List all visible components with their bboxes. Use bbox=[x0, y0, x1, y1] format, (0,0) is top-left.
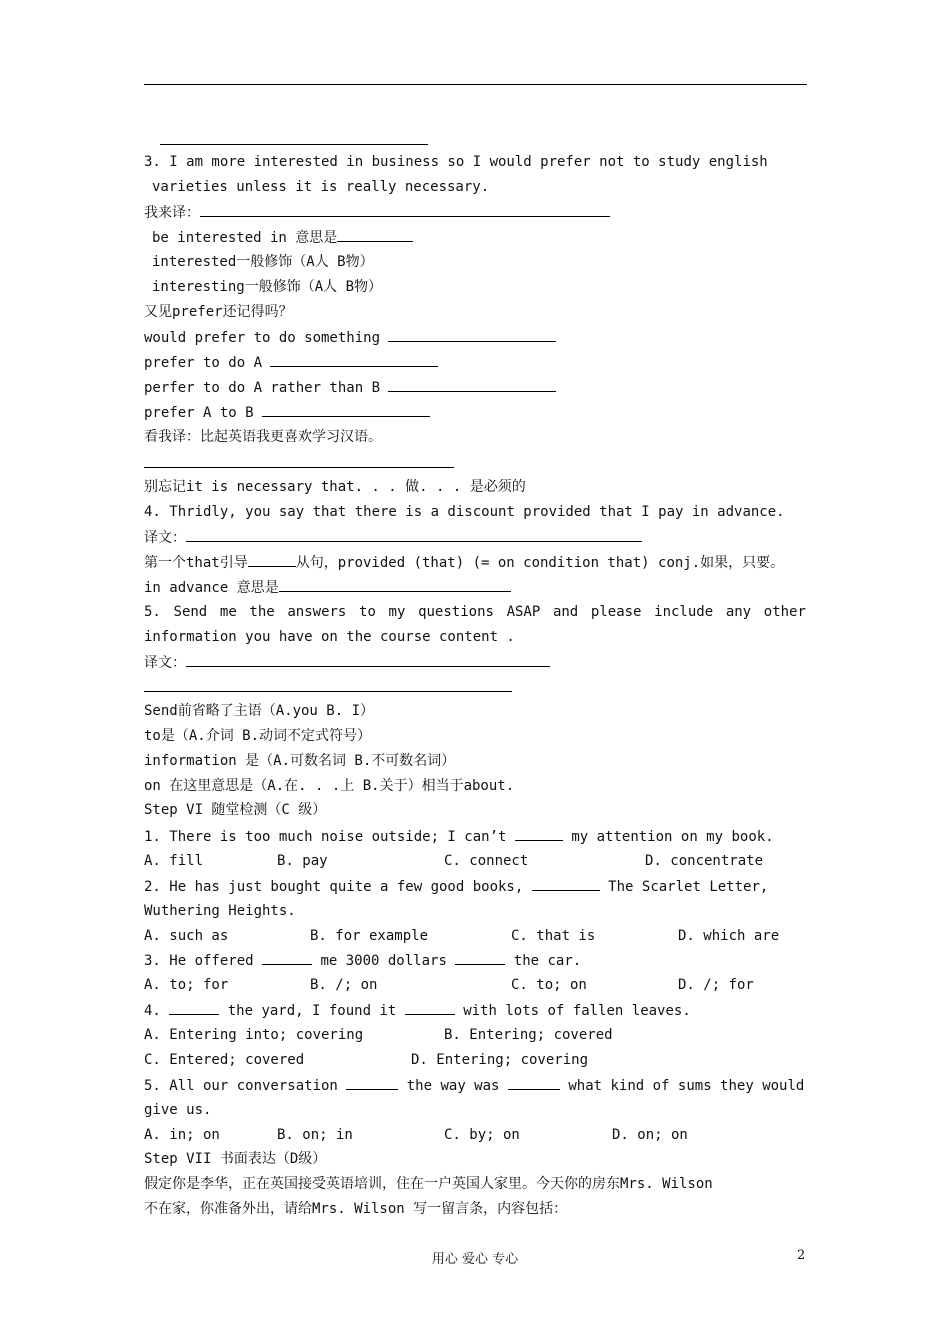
s6-q4-blank-1[interactable] bbox=[169, 1000, 219, 1015]
prefer-to-do-row bbox=[144, 352, 438, 372]
q5-word: answers bbox=[287, 604, 347, 620]
q3-line1: 3. I am more interested in business so I would prefer not to study english bbox=[144, 154, 768, 170]
s6-q4-opt-c[interactable]: C. Entered; covered bbox=[144, 1052, 305, 1068]
prefer-recall: 又见prefer还记得吗？ bbox=[144, 304, 293, 320]
s6-q3-opt-a[interactable]: A. to; for bbox=[144, 977, 229, 993]
in-advance-blank[interactable] bbox=[279, 577, 511, 592]
s6-q2-opt-a[interactable]: A. such as bbox=[144, 928, 229, 944]
q5-word: and bbox=[552, 604, 579, 620]
interesting-usage: interesting一般修饰（A人 B物） bbox=[152, 279, 383, 295]
answer-blank-line bbox=[160, 144, 428, 145]
s6-q5-c: what kind of sums they would bbox=[568, 1078, 805, 1094]
footer-motto: 用心 爱心 专心 bbox=[431, 1252, 519, 1267]
s6-q5-a: 5. All our conversation bbox=[144, 1078, 338, 1094]
s6-q1-blank[interactable] bbox=[515, 826, 563, 841]
step7-line1: 假定你是李华，正在英国接受英语培训，住在一户英国人家里。今天你的房东Mrs. Wilson bbox=[144, 1176, 713, 1192]
q5-word: questions bbox=[418, 604, 494, 620]
s6-q3-opt-d[interactable]: D. /; for bbox=[678, 977, 754, 993]
prefer-rather-text: perfer to do A rather than B bbox=[144, 380, 381, 396]
s6-q4-blank-2[interactable] bbox=[405, 1000, 455, 1015]
s6-q1 bbox=[144, 826, 774, 846]
s6-q5-opt-d[interactable]: D. on; on bbox=[612, 1127, 688, 1143]
prefer-to-do-blank[interactable] bbox=[270, 352, 438, 367]
q4-translate-blank[interactable] bbox=[186, 527, 642, 542]
s6-q5-opt-c[interactable]: C. by; on bbox=[444, 1127, 520, 1143]
q5-word: Send bbox=[173, 604, 208, 620]
prefer-rather-row bbox=[144, 377, 556, 397]
dont-forget: 别忘记it is necessary that. . . 做. . . 是必须的 bbox=[144, 479, 526, 495]
be-interested-blank[interactable] bbox=[337, 227, 413, 242]
be-interested-text: be interested in 意思是 bbox=[152, 230, 338, 246]
q5-translate-label: 译文： bbox=[144, 655, 186, 671]
q3-translate-row bbox=[144, 202, 610, 222]
s6-q2-cont: Wuthering Heights. bbox=[144, 903, 296, 919]
in-advance-row bbox=[144, 577, 511, 597]
s6-q4-c: with lots of fallen leaves. bbox=[463, 1003, 691, 1019]
s6-q2-opt-b[interactable]: B. for example bbox=[310, 928, 429, 944]
s6-q4-opt-b[interactable]: B. Entering; covered bbox=[444, 1027, 613, 1043]
header-rule bbox=[144, 84, 807, 85]
q4-translate-label: 译文： bbox=[144, 530, 186, 546]
s6-q3 bbox=[144, 950, 581, 970]
s6-q3-b: me 3000 dollars bbox=[320, 953, 447, 969]
q5-translate-blank-2[interactable] bbox=[144, 691, 512, 692]
q5-word: 5. bbox=[144, 604, 161, 620]
s6-q3-opt-b[interactable]: B. /; on bbox=[310, 977, 378, 993]
see-translate-blank[interactable] bbox=[144, 467, 454, 468]
would-prefer-text: would prefer to do something bbox=[144, 330, 381, 346]
to-is: to是（A.介词 B.动词不定式符号） bbox=[144, 728, 372, 744]
s6-q1-opt-b[interactable]: B. pay bbox=[277, 853, 328, 869]
q5-word: include bbox=[654, 604, 714, 620]
q4-note1-a: 第一个that引导 bbox=[144, 555, 248, 571]
q5-word: please bbox=[590, 604, 642, 620]
prefer-a-to-b-row bbox=[144, 402, 430, 422]
s6-q5-opt-a[interactable]: A. in; on bbox=[144, 1127, 220, 1143]
prefer-to-do-text: prefer to do A bbox=[144, 355, 263, 371]
would-prefer-blank[interactable] bbox=[388, 327, 556, 342]
q5-word: me bbox=[219, 604, 237, 620]
send-subject: Send前省略了主语（A.you B. I） bbox=[144, 703, 375, 719]
s6-q3-a: 3. He offered bbox=[144, 953, 254, 969]
q5-word: any bbox=[725, 604, 752, 620]
s6-q4-opt-d[interactable]: D. Entering; covering bbox=[411, 1052, 589, 1068]
s6-q3-blank-2[interactable] bbox=[455, 950, 505, 965]
q5-translate-blank[interactable] bbox=[186, 652, 550, 667]
s6-q5-blank-2[interactable] bbox=[508, 1075, 560, 1090]
q5-word: other bbox=[763, 604, 806, 620]
s6-q2-b: The Scarlet Letter, bbox=[608, 879, 769, 895]
page-number: 2 bbox=[797, 1248, 806, 1263]
q5-translate-row bbox=[144, 652, 550, 672]
s6-q2-opt-c[interactable]: C. that is bbox=[511, 928, 596, 944]
s6-q5-cont: give us. bbox=[144, 1102, 212, 1118]
q4-translate-row bbox=[144, 527, 642, 547]
q4-line1: 4. Thridly, you say that there is a discount provided that I pay in advance. bbox=[144, 504, 785, 520]
s6-q1-opt-a[interactable]: A. fill bbox=[144, 853, 204, 869]
prefer-a-to-b-text: prefer A to B bbox=[144, 405, 254, 421]
s6-q3-opt-c[interactable]: C. to; on bbox=[511, 977, 587, 993]
s6-q3-blank-1[interactable] bbox=[262, 950, 312, 965]
s6-q2-blank[interactable] bbox=[532, 876, 600, 891]
on-means: on 在这里意思是（A.在. . .上 B.关于）相当于about. bbox=[144, 778, 515, 794]
s6-q4-opt-a[interactable]: A. Entering into; covering bbox=[144, 1027, 364, 1043]
q3-translate-blank[interactable] bbox=[200, 202, 610, 217]
s6-q2-a: 2. He has just bought quite a few good books, bbox=[144, 879, 524, 895]
prefer-rather-blank[interactable] bbox=[388, 377, 556, 392]
s6-q5-opt-b[interactable]: B. on; in bbox=[277, 1127, 353, 1143]
information-is: information 是（A.可数名词 B.不可数名词） bbox=[144, 753, 456, 769]
q4-note1-blank[interactable] bbox=[248, 552, 296, 567]
step7-title: Step VII 书面表达（D级） bbox=[144, 1151, 327, 1167]
s6-q2-opt-d[interactable]: D. which are bbox=[678, 928, 780, 944]
step6-title: Step VI 随堂检测（C 级） bbox=[144, 802, 327, 818]
step7-line2: 不在家，你准备外出，请给Mrs. Wilson 写一留言条，内容包括： bbox=[144, 1201, 568, 1217]
s6-q5-b: the way was bbox=[406, 1078, 500, 1094]
be-interested-row bbox=[152, 227, 413, 247]
s6-q1-opt-d[interactable]: D. concentrate bbox=[645, 853, 764, 869]
q5-line2: information you have on the course content . bbox=[144, 629, 515, 645]
q4-note1-b: 从句，provided (that) (= on condition that) conj.如果，只要。 bbox=[295, 555, 785, 571]
q5-line1 bbox=[144, 602, 806, 622]
s6-q5-blank-1[interactable] bbox=[346, 1075, 398, 1090]
in-advance-text: in advance 意思是 bbox=[144, 580, 279, 596]
q3-line2: varieties unless it is really necessary. bbox=[152, 179, 490, 195]
s6-q2 bbox=[144, 876, 768, 896]
would-prefer-row bbox=[144, 327, 556, 347]
interested-usage: interested一般修饰（A人 B物） bbox=[152, 254, 374, 270]
s6-q1-a: 1. There is too much noise outside; I can’t bbox=[144, 829, 507, 845]
prefer-a-to-b-blank[interactable] bbox=[262, 402, 430, 417]
q5-word: the bbox=[249, 604, 275, 620]
s6-q4-b: the yard, I found it bbox=[227, 1003, 397, 1019]
s6-q4-a: 4. bbox=[144, 1003, 161, 1019]
q5-word: ASAP bbox=[506, 604, 541, 620]
see-translate: 看我译：比起英语我更喜欢学习汉语。 bbox=[144, 429, 382, 445]
q4-note1 bbox=[144, 552, 784, 572]
s6-q1-opt-c[interactable]: C. connect bbox=[444, 853, 529, 869]
q3-translate-label: 我来译： bbox=[144, 205, 200, 221]
s6-q5 bbox=[144, 1075, 804, 1095]
q5-word: to bbox=[359, 604, 376, 620]
s6-q4 bbox=[144, 1000, 691, 1020]
s6-q1-b: my attention on my book. bbox=[571, 829, 774, 845]
s6-q3-c: the car. bbox=[513, 953, 582, 969]
q5-word: my bbox=[388, 604, 406, 620]
